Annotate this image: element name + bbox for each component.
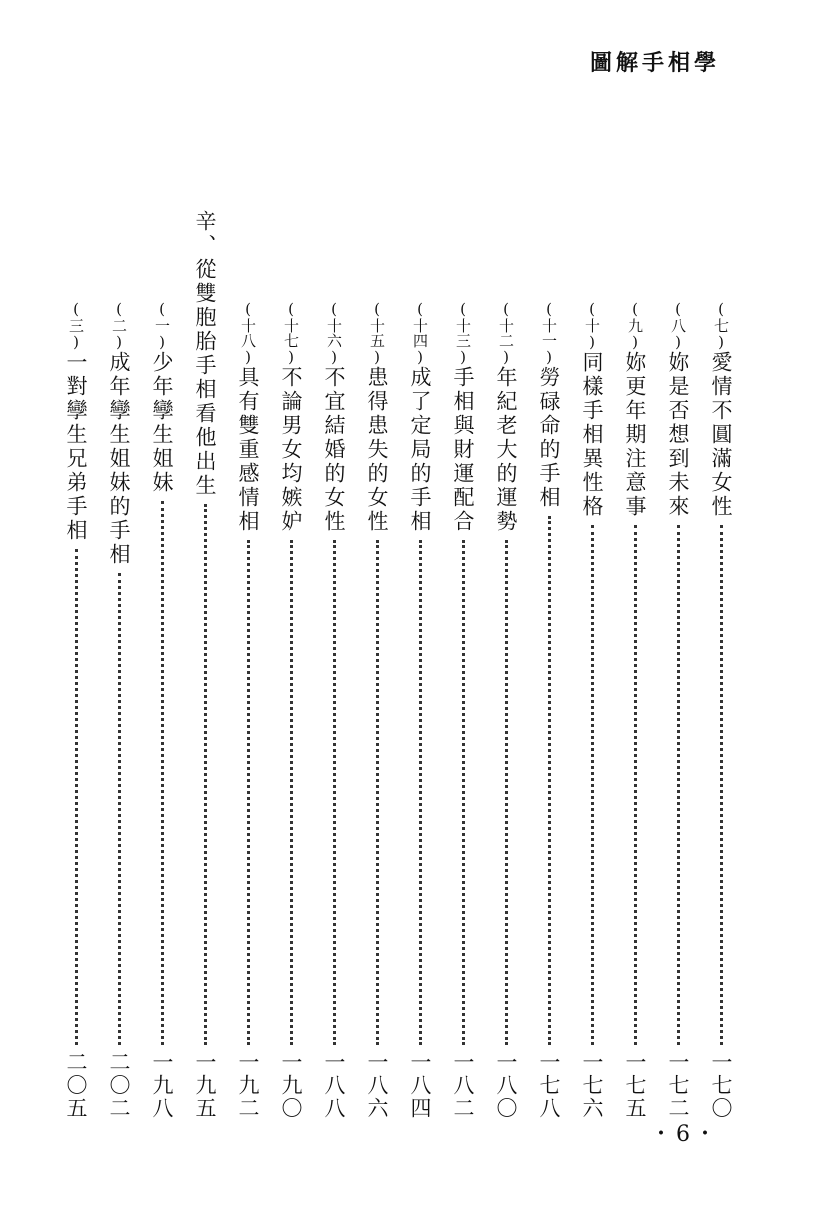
- entry-number: (八): [669, 300, 687, 351]
- entry-title: 年紀老大的運勢: [494, 366, 518, 534]
- dot-leader: [376, 540, 379, 1045]
- running-header-title: 圖解手相學: [589, 50, 720, 76]
- entry-title: 妳是否想到未來: [666, 351, 690, 519]
- entry-number: (十五): [368, 300, 386, 366]
- entry-page: 一九八: [150, 1051, 174, 1120]
- entry-number: (十二): [497, 300, 515, 366]
- entry-page: 一七二: [666, 1051, 690, 1120]
- entry-number: (十七): [282, 300, 300, 366]
- dot-leader: [462, 540, 465, 1045]
- entry-title: 不論男女均嫉妒: [279, 366, 303, 534]
- entry-page: 一八八: [322, 1051, 346, 1120]
- entry-page: 一九二: [236, 1051, 260, 1120]
- entry-page: 一九〇: [279, 1051, 303, 1120]
- page-number: ・6・: [650, 1122, 720, 1147]
- entry-page: 一七〇: [709, 1051, 733, 1120]
- section-label: 辛、從雙胞胎手相看他出生: [193, 210, 217, 498]
- toc-sub-entry: [63, 300, 89, 1120]
- entry-number: (九): [626, 300, 644, 351]
- dot-leader: [290, 540, 293, 1045]
- toc-entry: [579, 300, 605, 1120]
- dot-leader: [118, 573, 121, 1045]
- entry-page: 一七八: [537, 1051, 561, 1120]
- dot-leader: [333, 540, 336, 1045]
- dot-leader: [505, 540, 508, 1045]
- entry-number: (十): [583, 300, 601, 351]
- toc-entry: [493, 300, 519, 1120]
- entry-page: 一八〇: [494, 1051, 518, 1120]
- toc-sub-entry: [106, 300, 132, 1120]
- toc-sub-entry: [149, 300, 175, 1120]
- dot-leader: [161, 501, 164, 1045]
- dot-leader: [720, 525, 723, 1045]
- dot-leader: [75, 549, 78, 1045]
- entry-number: (三): [67, 300, 85, 351]
- dot-leader: [548, 516, 551, 1045]
- entry-title: 患得患失的女性: [365, 366, 389, 534]
- entry-title: 愛情不圓滿女性: [709, 351, 733, 519]
- toc-entry: [321, 300, 347, 1120]
- entry-number: (十八): [239, 300, 257, 366]
- dot-leader: [634, 525, 637, 1045]
- entry-title: 成了定局的手相: [408, 366, 432, 534]
- entry-number: (十三): [454, 300, 472, 366]
- entry-title: 一對孿生兄弟手相: [64, 351, 88, 543]
- toc-entry: [450, 300, 476, 1120]
- entry-page: 二〇二: [107, 1051, 131, 1120]
- entry-page: 一八二: [451, 1051, 475, 1120]
- entry-number: (十六): [325, 300, 343, 366]
- toc-section-heading: [192, 210, 218, 1120]
- entry-number: (一): [153, 300, 171, 351]
- entry-title: 同樣手相異性格: [580, 351, 604, 519]
- entry-title: 具有雙重感情相: [236, 366, 260, 534]
- toc-entry: [622, 300, 648, 1120]
- toc-entry: [235, 300, 261, 1120]
- entry-title: 妳更年期注意事: [623, 351, 647, 519]
- toc-entry: [708, 300, 734, 1120]
- entry-number: (十四): [411, 300, 429, 366]
- entry-page: 一八四: [408, 1051, 432, 1120]
- entry-number: (七): [712, 300, 730, 351]
- toc-entry: [536, 300, 562, 1120]
- dot-leader: [419, 540, 422, 1045]
- entry-page: 一七五: [623, 1051, 647, 1120]
- entry-page: 二〇五: [64, 1051, 88, 1120]
- dot-leader: [677, 525, 680, 1045]
- dot-leader: [247, 540, 250, 1045]
- toc-entry: [278, 300, 304, 1120]
- section-page: 一九五: [193, 1051, 217, 1120]
- entry-number: (二): [110, 300, 128, 351]
- entry-title: 勞碌命的手相: [537, 366, 561, 510]
- toc-entry: [407, 300, 433, 1120]
- toc-entry: [364, 300, 390, 1120]
- entry-page: 一七六: [580, 1051, 604, 1120]
- entry-number: (十一): [540, 300, 558, 366]
- entry-title: 成年孿生姐妹的手相: [107, 351, 131, 567]
- dot-leader: [591, 525, 594, 1045]
- dot-leader: [204, 504, 207, 1045]
- entry-title: 少年孿生姐妹: [150, 351, 174, 495]
- entry-title: 手相與財運配合: [451, 366, 475, 534]
- toc-entry: [665, 300, 691, 1120]
- entry-title: 不宜結婚的女性: [322, 366, 346, 534]
- entry-page: 一八六: [365, 1051, 389, 1120]
